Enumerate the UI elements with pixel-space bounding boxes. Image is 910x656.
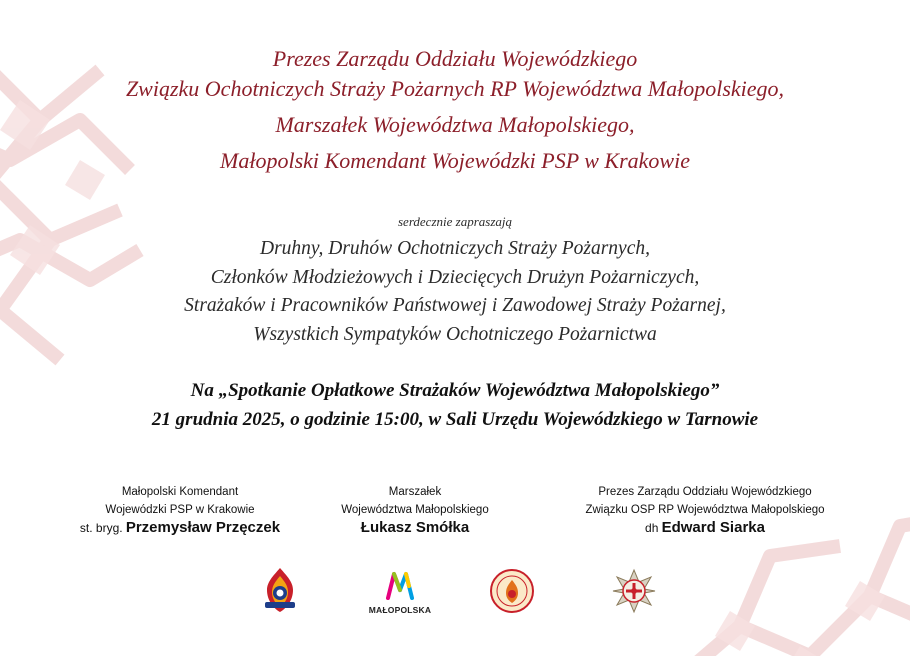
zosp-cross-icon	[611, 568, 657, 614]
invitee-line: Druhny, Druhów Ochotniczych Straży Pożarnych,	[260, 238, 650, 259]
signature-rank: dh	[645, 521, 659, 535]
signature-marshal	[320, 483, 510, 538]
event-title: Na „Spotkanie Opłatkowe Strażaków Województwa Małopolskiego”	[190, 380, 720, 401]
osp-seal-icon	[489, 568, 535, 614]
hosts-block	[0, 44, 910, 176]
host-line: Związku Ochotniczych Straży Pożarnych RP Województwa Małopolskiego,	[125, 76, 785, 101]
signature-president	[570, 483, 840, 538]
signature-rank: st. bryg.	[79, 521, 123, 535]
host-line: Małopolski Komendant Wojewódzki PSP w Krakowie	[220, 148, 690, 173]
host-line: Prezes Zarządu Oddziału Wojewódzkiego	[272, 46, 638, 71]
event-details: 21 grudnia 2025, o godzinie 15:00, w Sali Urzędu Wojewódzkiego w Tarnowie	[151, 409, 759, 430]
signature-name: Edward Siarka	[661, 519, 765, 536]
malopolska-logo-text: MAŁOPOLSKA	[368, 605, 432, 615]
event-block	[0, 376, 910, 434]
host-line: Marszałek Województwa Małopolskiego,	[275, 112, 635, 137]
psp-emblem-icon	[259, 566, 301, 614]
signature-title-line: Województwa Małopolskiego	[341, 504, 489, 516]
invitee-line: Strażaków i Pracowników Państwowej i Zawodowej Straży Pożarnej,	[184, 295, 726, 316]
malopolska-logo	[362, 570, 438, 614]
invitee-line: Członków Młodzieżowych i Dziecięcych Drużyn Pożarniczych,	[210, 266, 700, 288]
signature-title-line: Związku OSP RP Województwa Małopolskiego	[585, 504, 825, 516]
signature-name: Przemysław Przęczek	[125, 519, 281, 536]
invitee-line: Wszystkich Sympatyków Ochotniczego Pożarnictwa	[253, 323, 657, 345]
invitation-block	[0, 213, 910, 349]
invite-intro: serdecznie zapraszają	[398, 214, 512, 229]
signature-title-line: Wojewódzki PSP w Krakowie	[105, 504, 255, 516]
signature-title-line: Prezes Zarządu Oddziału Wojewódzkiego	[598, 486, 812, 498]
signature-commander	[70, 483, 290, 538]
signature-title-line: Marszałek	[388, 486, 442, 498]
signature-name: Łukasz Smółka	[360, 519, 470, 536]
signature-title-line: Małopolski Komendant	[121, 486, 239, 498]
malopolska-m-icon	[385, 570, 415, 600]
